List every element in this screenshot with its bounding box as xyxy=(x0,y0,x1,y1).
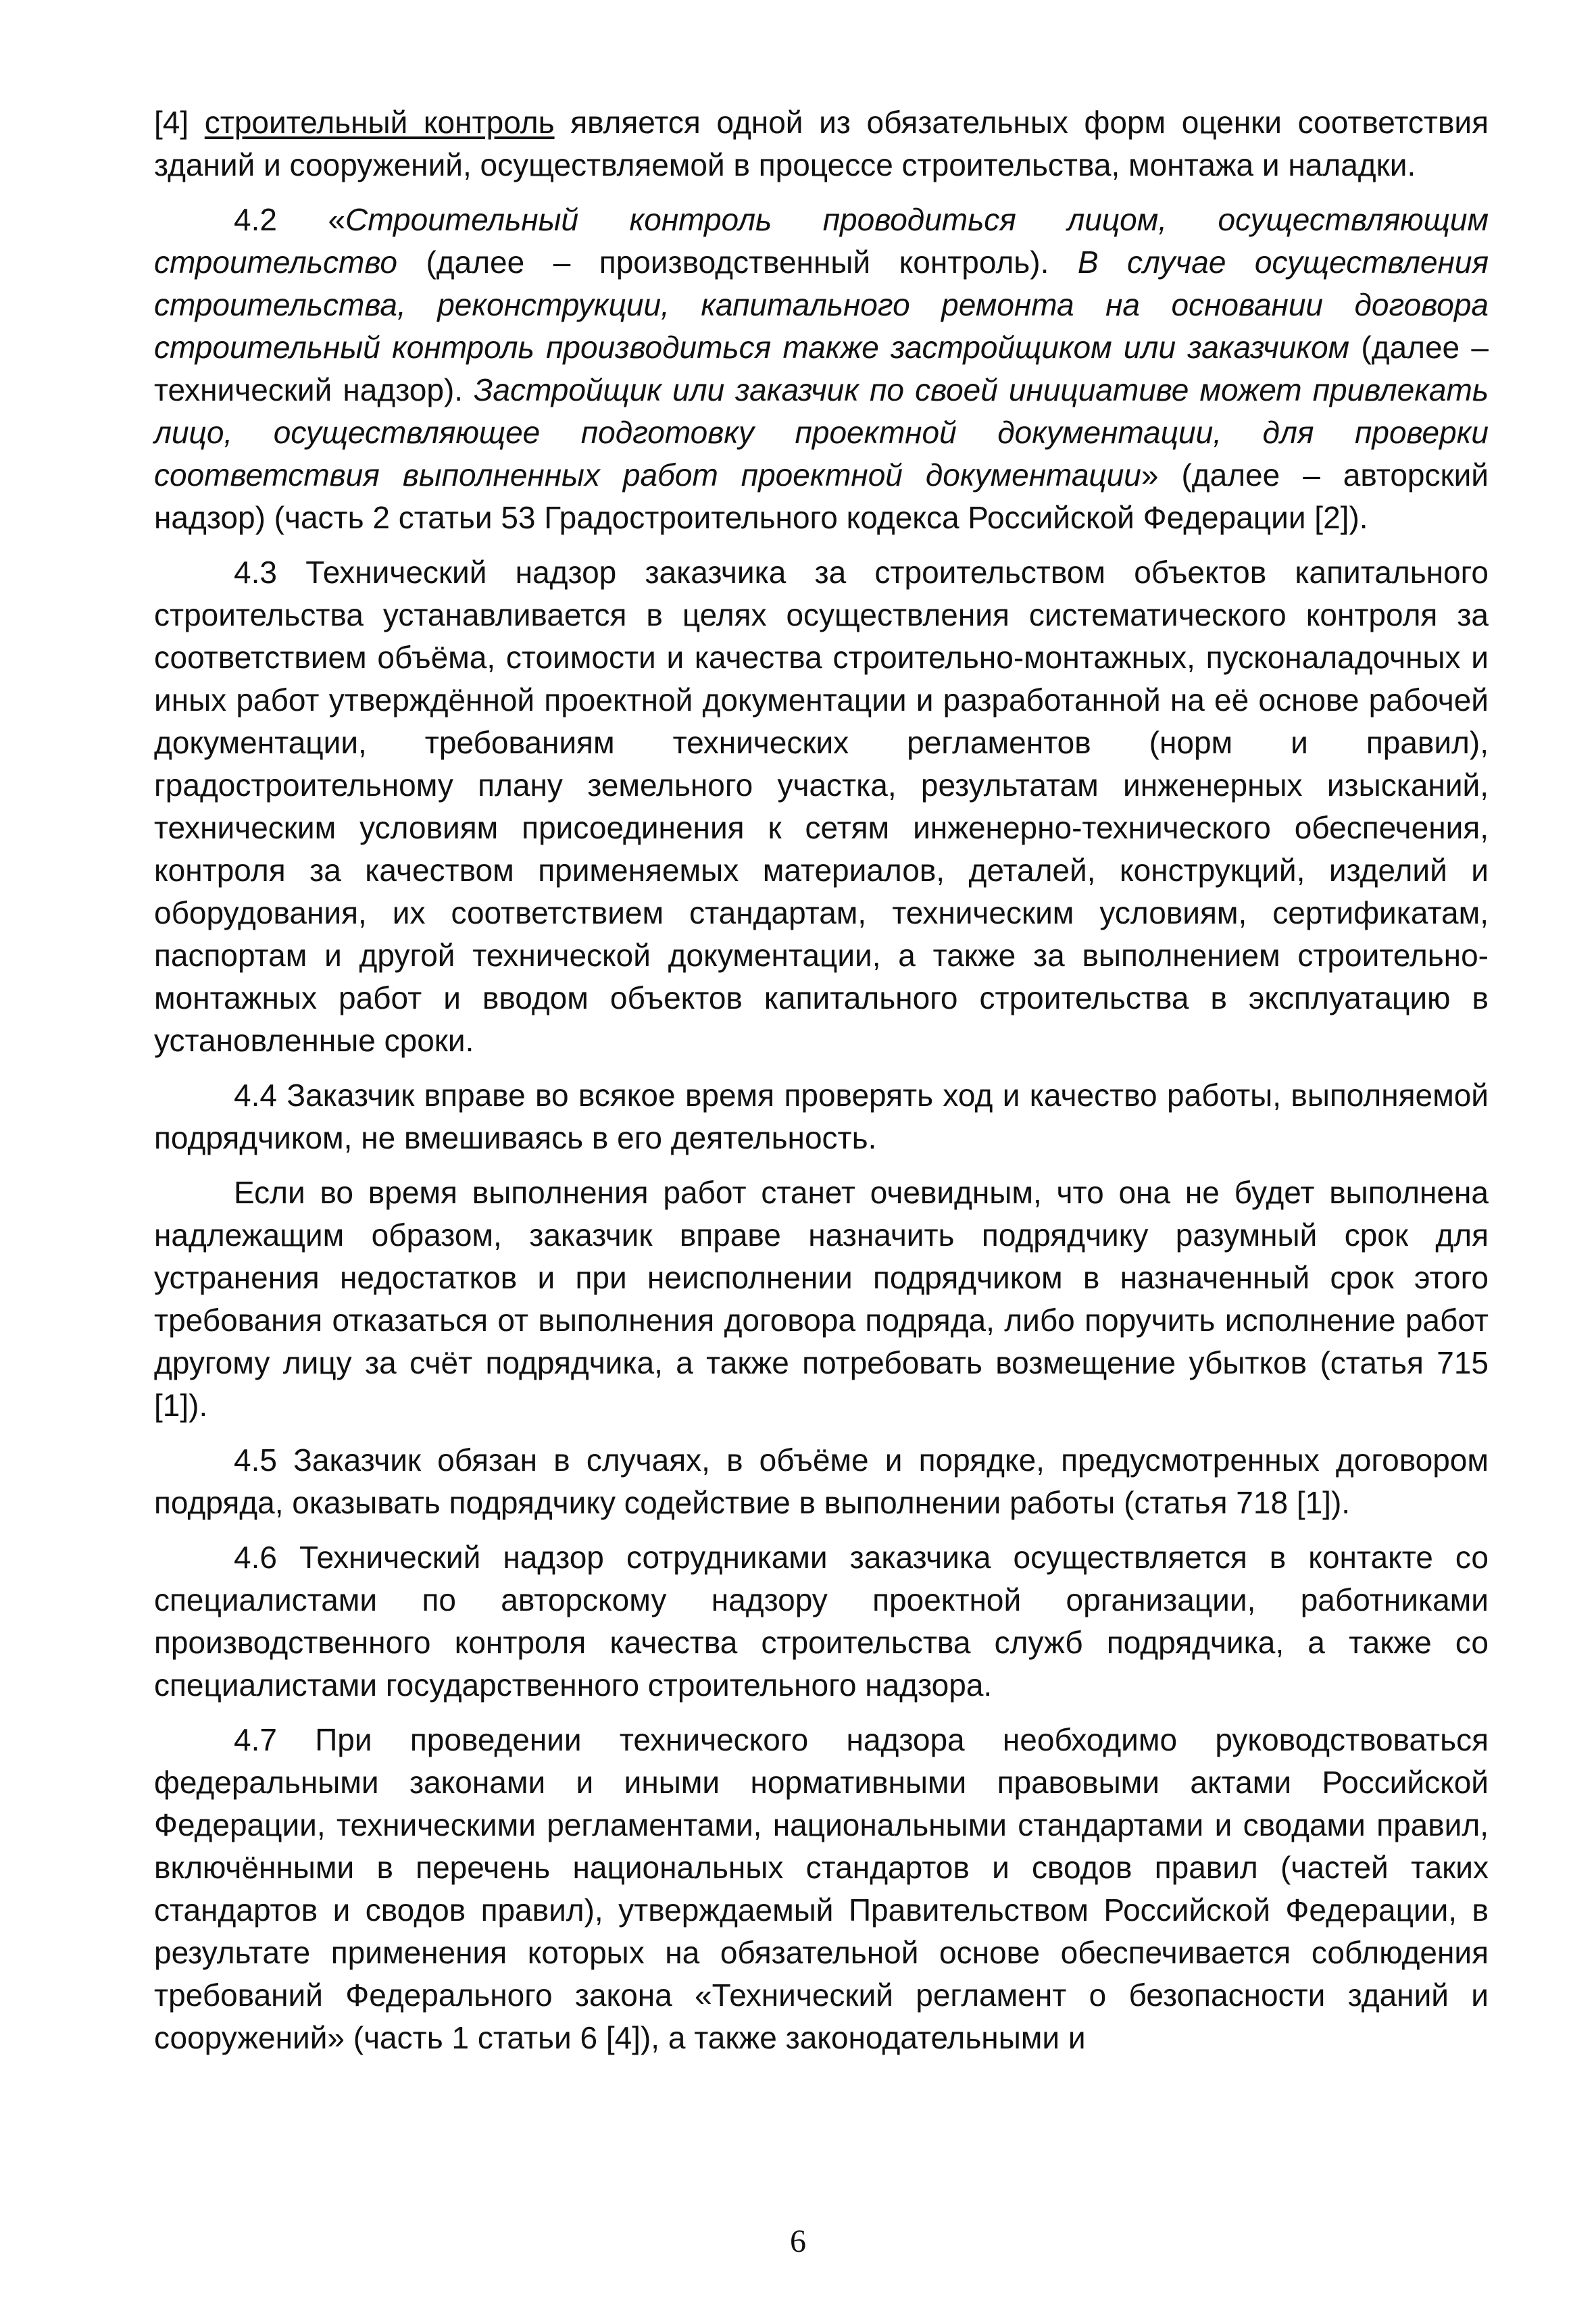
paragraph-number: 4.6 xyxy=(234,1540,277,1575)
paragraph-text: Заказчик вправе во всякое время проверять ход и качество работы, выполняемой подрядчиком, не вмешиваясь в его деятельность. xyxy=(154,1078,1489,1155)
paragraph-text: является одной из обязательных форм оценки соответствия зданий и сооружений, осуществляемой в процессе строительства, монтажа и наладки. xyxy=(154,105,1489,182)
paragraph-text: Заказчик обязан в случаях, в объёме и порядке, предусмотренных договором подряда, оказывать подрядчику содействие в выполнении работы (статья 718 [1]). xyxy=(154,1442,1489,1520)
quote-open: « xyxy=(328,202,346,237)
paragraph-text: Технический надзор сотрудниками заказчика осуществляется в контакте со специалистами по авторскому надзору проектной организации, работниками производственного контроля качества строительства служб подрядчика, а также со специалистами государственного строительного надзора. xyxy=(154,1540,1489,1703)
plain-text-3: » (далее – авторский надзор) (часть 2 статьи 53 Градостроительного кодекса Российской Федерации [2]). xyxy=(154,457,1489,535)
paragraph-number: 4.5 xyxy=(234,1442,277,1478)
paragraph-4-5 xyxy=(154,1439,1489,1524)
paragraph-text: При проведении технического надзора необходимо руководствоваться федеральными законами и иными нормативными правовыми актами Российской Федерации, техническими регламентами, национальными стандартами и сводами правил, включёнными в перечень национальных стандартов и сводов правил (частей таких стандартов и сводов правил), утверждаемый Правительством Российской Федерации, в результате применения которых на обязательной основе обеспечивается соблюдения требований Федерального закона «Технический регламент о безопасности зданий и сооружений» (часть 1 статьи 6 [4]), а также законодательными и xyxy=(154,1722,1489,2055)
paragraph-4-3 xyxy=(154,551,1489,1062)
paragraph-text: Если во время выполнения работ станет очевидным, что она не будет выполнена надлежащим образом, заказчик вправе назначить подрядчику разумный срок для устранения недостатков и при неисполнении подрядчиком в назначенный срок этого требования отказаться от выполнения договора подряда, либо поручить исполнение работ другому лицу за счёт подрядчика, а также потребовать возмещение убытков (статья 715 [1]). xyxy=(154,1175,1489,1423)
paragraph-4-2 xyxy=(154,199,1489,539)
paragraph-number: 4.2 xyxy=(234,202,277,237)
quoted-text-1: Строительный контроль проводиться лицом, осуществляющим строительство xyxy=(154,202,1489,280)
paragraph-text: Технический надзор заказчика за строительством объектов капитального строительства устанавливается в целях осуществления систематического контроля за соответствием объёма, стоимости и качества строительно-монтажных, пусконаладочных и иных работ утверждённой проектной документации и разработанной на её основе рабочей документации, требованиям технических регламентов (норм и правил), градостроительному плану земельного участка, результатам инженерных изысканий, техническим условиям присоединения к сетям инженерно-технического обеспечения, контроля за качеством применяемых материалов, деталей, конструкций, изделий и оборудования, их соответствием стандартам, техническим условиям, сертификатам, паспортам и другой технической документации, а также за выполнением строительно-монтажных работ и вводом объектов капитального строительства в эксплуатацию в установленные сроки. xyxy=(154,555,1489,1058)
paragraph-4-6 xyxy=(154,1536,1489,1707)
reference-marker: [4] xyxy=(154,105,189,140)
paragraph-4-4-second xyxy=(154,1172,1489,1427)
defined-term: строительный контроль xyxy=(204,105,555,140)
quoted-text-2: В случае осуществления строительства, реконструкции, капитального ремонта на основании договора строительный контроль производиться также застройщиком или заказчиком xyxy=(154,245,1489,365)
paragraph-number: 4.3 xyxy=(234,555,277,590)
paragraph-4-1-continuation xyxy=(154,101,1489,186)
paragraph-4-7 xyxy=(154,1719,1489,2059)
page-number: 6 xyxy=(790,2223,806,2259)
plain-text-2: (далее – технический надзор). xyxy=(154,330,1489,407)
paragraph-number: 4.4 xyxy=(234,1078,277,1113)
quoted-text-3: Застройщик или заказчик по своей инициативе может привлекать лицо, осуществляющее подготовку проектной документации, для проверки соответствия выполненных работ проектной документации xyxy=(154,372,1489,493)
paragraph-4-4 xyxy=(154,1074,1489,1159)
document-page xyxy=(154,101,1489,2064)
plain-text-1: (далее – производственный контроль). xyxy=(426,245,1049,280)
paragraph-number: 4.7 xyxy=(234,1722,277,1757)
